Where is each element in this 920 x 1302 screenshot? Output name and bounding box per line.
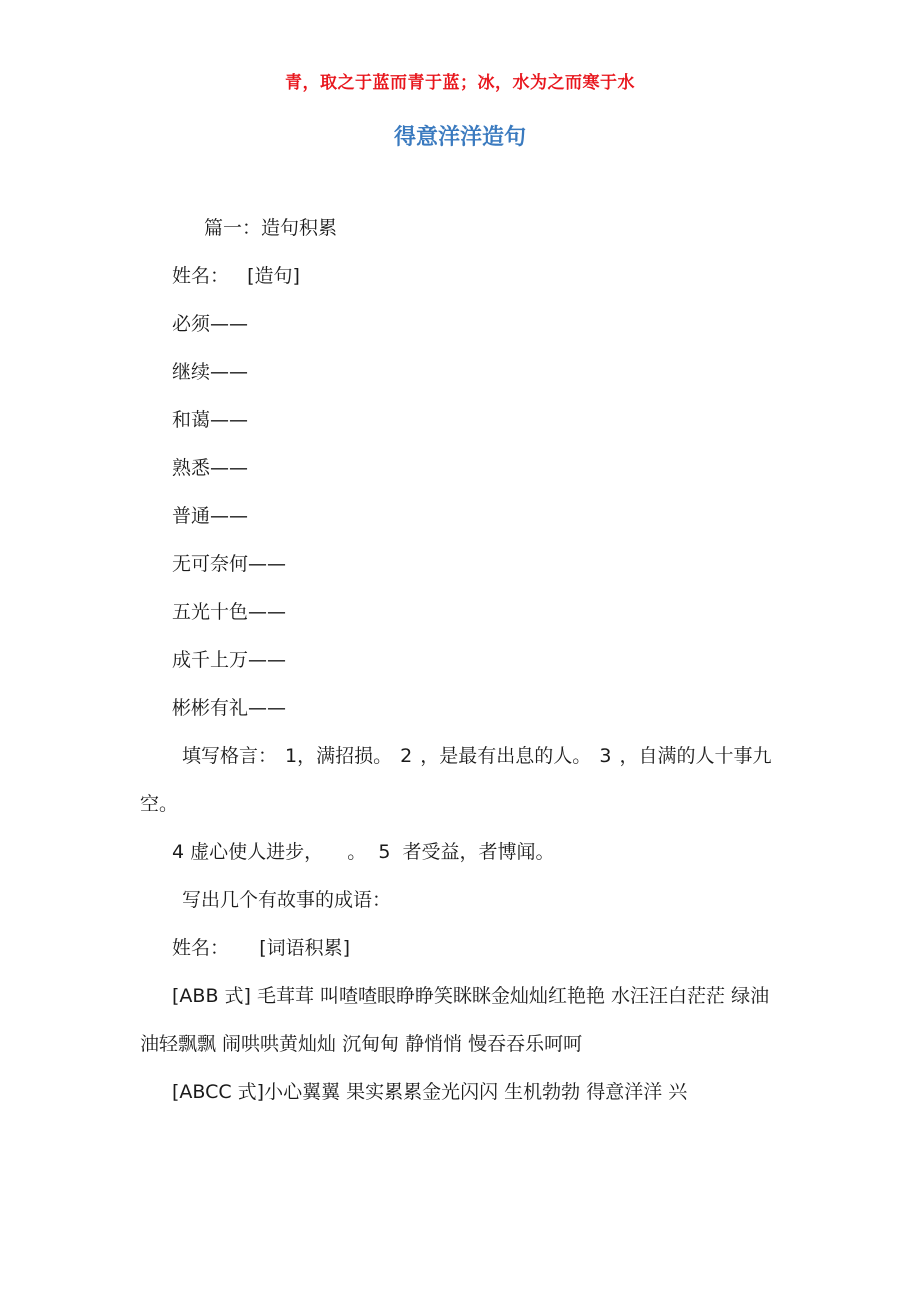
abb-words-paragraph: [ABB 式] 毛茸茸 叫喳喳眼睁睁笑眯眯金灿灿红艳艳 水汪汪白茫茫 绿油油轻飘飘 闹哄哄黄灿灿 沉甸甸 静悄悄 慢吞吞乐呵呵 xyxy=(140,985,770,1055)
document-body xyxy=(140,204,782,1116)
header-motto: 青，取之于蓝而青于蓝；冰，水为之而寒于水 xyxy=(285,73,635,93)
maxims-paragraph: 填写格言： 1，满招损。 2 ，是最有出息的人。 3 ，自满的人十事九空。 xyxy=(140,745,772,815)
section-heading: 篇一：造句积累 xyxy=(204,217,338,239)
abcc-words-paragraph: [ABCC 式]小心翼翼 果实累累金光闪闪 生机勃勃 得意洋洋 兴 xyxy=(172,1081,688,1103)
word-item: 熟悉—— xyxy=(172,457,249,479)
word-item: 五光十色—— xyxy=(172,601,287,623)
word-item: 成千上万—— xyxy=(172,649,287,671)
word-item: 必须—— xyxy=(172,313,249,335)
word-item: 无可奈何—— xyxy=(172,553,287,575)
name-line-2: 姓名： [词语积累] xyxy=(172,937,351,959)
stories-prompt: 写出几个有故事的成语： xyxy=(182,889,392,911)
word-item: 彬彬有礼—— xyxy=(172,697,287,719)
word-item: 和蔼—— xyxy=(172,409,249,431)
name-line-1: 姓名： [造句] xyxy=(172,265,300,287)
word-item: 普通—— xyxy=(172,505,249,527)
maxims-line-2: 4 虚心使人进步， 。 5 者受益，者博闻。 xyxy=(172,841,555,863)
document-title: 得意洋洋造句 xyxy=(393,125,526,150)
word-item: 继续—— xyxy=(172,361,249,383)
